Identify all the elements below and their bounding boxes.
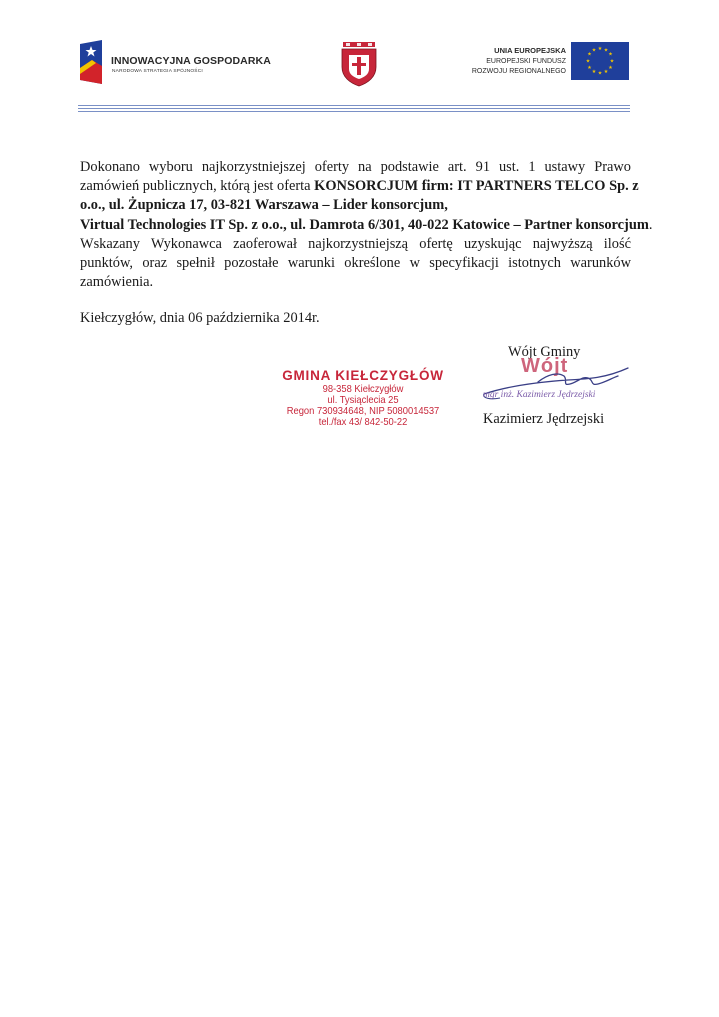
svg-text:★: ★: [609, 58, 615, 65]
svg-text:★: ★: [591, 47, 597, 54]
paragraph-line: [80, 216, 653, 235]
svg-text:★: ★: [587, 51, 592, 58]
text-run: zamówień publicznych, którą jest oferta: [80, 178, 315, 195]
stamp-phone: tel./fax 43/ 842-50-22: [318, 417, 408, 428]
innovative-economy-logo-icon: [78, 40, 104, 84]
svg-text:★: ★: [597, 70, 603, 77]
office-stamp: [268, 368, 458, 428]
svg-text:★: ★: [597, 46, 603, 52]
header-rule-1: [78, 105, 630, 106]
paragraph-line: punktów, oraz spełnił pozostałe warunki określone w specyfikacji istotnych warunków: [80, 255, 631, 272]
svg-text:★: ★: [587, 65, 592, 71]
svg-text:★: ★: [603, 69, 609, 75]
eu-line-3: ROZWOJU REGIONALNEGO: [471, 68, 566, 75]
header-rule-3: [78, 111, 630, 112]
consortium-partner: Virtual Technologies IT Sp. z o.o., ul. Damrota 6/301, 40-022 Katowice – Partner konsorcjum: [80, 216, 649, 233]
signatory-title: Wójt Gminy: [508, 344, 581, 360]
coat-of-arms-icon: [339, 41, 379, 87]
logo-subtitle: NARODOWA STRATEGIA SPÓJNOŚCI: [112, 69, 203, 74]
place-and-date: Kiełczygłów, dnia 06 października 2014r.: [80, 310, 320, 326]
text-run: .: [648, 216, 653, 233]
stamp-street: ul. Tysiąclecia 25: [327, 395, 399, 406]
paragraph-line: [80, 196, 631, 215]
logo-title: INNOWACYJNA GOSPODARKA: [111, 55, 271, 67]
eu-text: [426, 46, 566, 78]
eu-flag-icon: [571, 42, 629, 80]
stamp-regon-nip: Regon 730934648, NIP 5080014537: [286, 406, 440, 417]
decision-paragraph: [80, 158, 653, 292]
handwritten-signature-icon: [478, 360, 643, 410]
stamp-office-name: GMINA KIEŁCZYGŁÓW: [282, 368, 444, 383]
header-rule-2: [78, 108, 630, 109]
consortium-leader: o.o., ul. Żupnicza 17, 03-821 Warszawa – Lider konsorcjum,: [80, 197, 448, 214]
consortium-name: KONSORCJUM firm: IT PARTNERS TELCO Sp. z: [314, 178, 639, 195]
paragraph-line: zamówienia.: [80, 274, 154, 291]
paragraph-line: [80, 177, 639, 196]
eu-line-1: UNIA EUROPEJSKA: [494, 46, 566, 55]
svg-text:★: ★: [608, 65, 613, 71]
svg-text:★: ★: [603, 47, 609, 54]
signature-stamp-word: Wójt: [521, 355, 569, 377]
signature-stamp-name: mgr inż. Kazimierz Jędrzejski: [483, 390, 596, 400]
eu-line-2: EUROPEJSKI FUNDUSZ: [486, 57, 566, 65]
paragraph-line: Wskazany Wykonawca zaoferował najkorzystniejszą ofertę uzyskując najwyższą ilość: [80, 235, 631, 252]
signatory-name: Kazimierz Jędrzejski: [483, 411, 605, 427]
svg-text:★: ★: [585, 58, 591, 65]
svg-text:★: ★: [591, 69, 597, 75]
svg-text:★: ★: [608, 51, 613, 58]
stamp-postcode: 98-358 Kiełczygłów: [322, 384, 404, 395]
paragraph-line: Dokonano wyboru najkorzystniejszej oferty na podstawie art. 91 ust. 1 ustawy Prawo: [80, 159, 631, 175]
